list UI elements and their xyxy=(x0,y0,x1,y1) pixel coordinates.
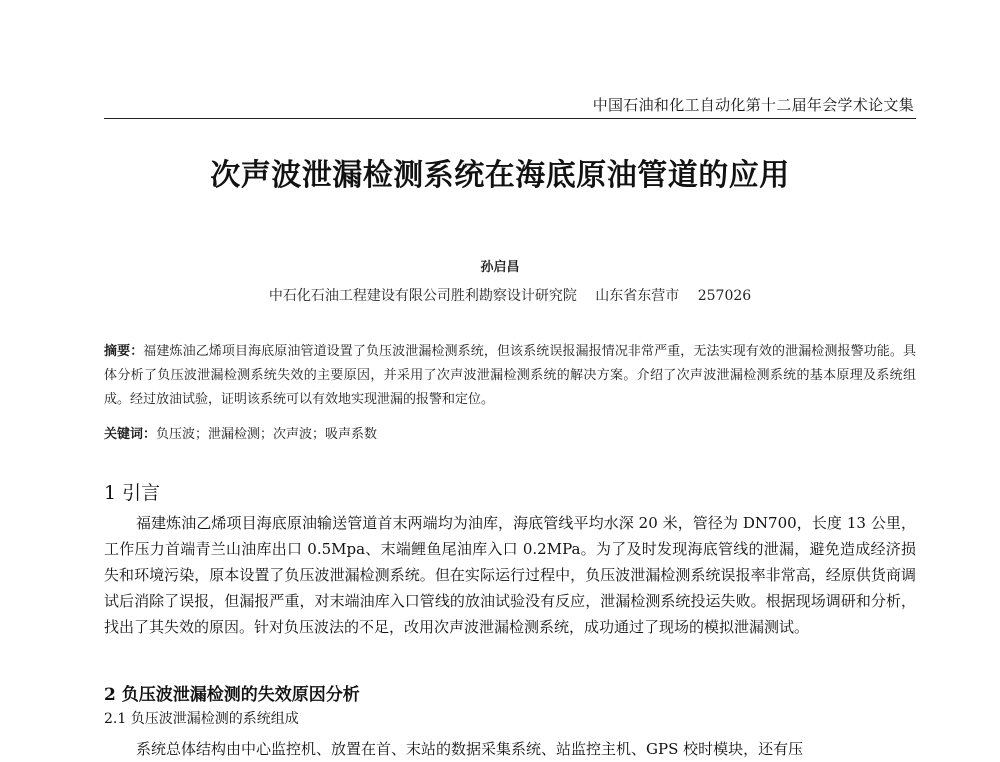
abstract-label: 摘要： xyxy=(104,344,144,359)
section-1-paragraph: 福建炼油乙烯项目海底原油输送管道首末两端均为油库，海底管线平均水深 20 米，管径为 DN700，长度 13 公里，工作压力首端青兰山油库出口 0.5Mpa、末端鲤鱼尾油库入口 0.2MPa。为了及时发现海底管线的泄漏，避免造成经济损失和环境污染，原本设置了负压波泄漏检测系统。但在实际运行过程中，负压波泄漏检测系统误报率非常高，经原供货商调试后消除了误报，但漏报严重，对末端油库入口管线的放油试验没有反应，泄漏检测系统投运失败。根据现场调研和分析，找出了其失效的原因。针对负压波法的不足，改用次声波泄漏检测系统，成功通过了现场的模拟泄漏测试。 xyxy=(104,514,916,636)
keywords-text: 负压波；泄漏检测；次声波；吸声系数 xyxy=(156,427,378,442)
keywords-label: 关键词： xyxy=(104,427,157,442)
header-rule xyxy=(104,118,916,119)
abstract-text: 福建炼油乙烯项目海底原油管道设置了负压波泄漏检测系统，但该系统误报漏报情况非常严重，无法实现有效的泄漏检测报警功能。具体分析了负压波泄漏检测系统失效的主要原因，并采用了次声波泄漏检测系统的解决方案。介绍了次声波泄漏检测系统的基本原理及系统组成。经过放油试验，证明该系统可以有效地实现泄漏的报警和定位。 xyxy=(104,344,916,407)
section-2-1-paragraph: 系统总体结构由中心监控机、放置在首、末站的数据采集系统、站监控主机、GPS 校时模块，还有压 xyxy=(136,740,804,758)
running-header: 中国石油和化工自动化第十二届年会学术论文集 xyxy=(592,96,914,114)
author-name: 孙启昌 xyxy=(480,260,520,275)
section-1-heading: 1 引言 xyxy=(104,482,161,504)
paper-title: 次声波泄漏检测系统在海底原油管道的应用 xyxy=(210,158,790,193)
abstract xyxy=(104,340,916,412)
section-2-heading: 2 负压波泄漏检测的失效原因分析 xyxy=(104,685,360,705)
author-affiliation: 中石化石油工程建设有限公司胜利勘察设计研究院 山东省东营市 257026 xyxy=(268,288,752,304)
section-2-1-heading: 2.1 负压波泄漏检测的系统组成 xyxy=(104,711,299,727)
keywords xyxy=(104,423,916,447)
